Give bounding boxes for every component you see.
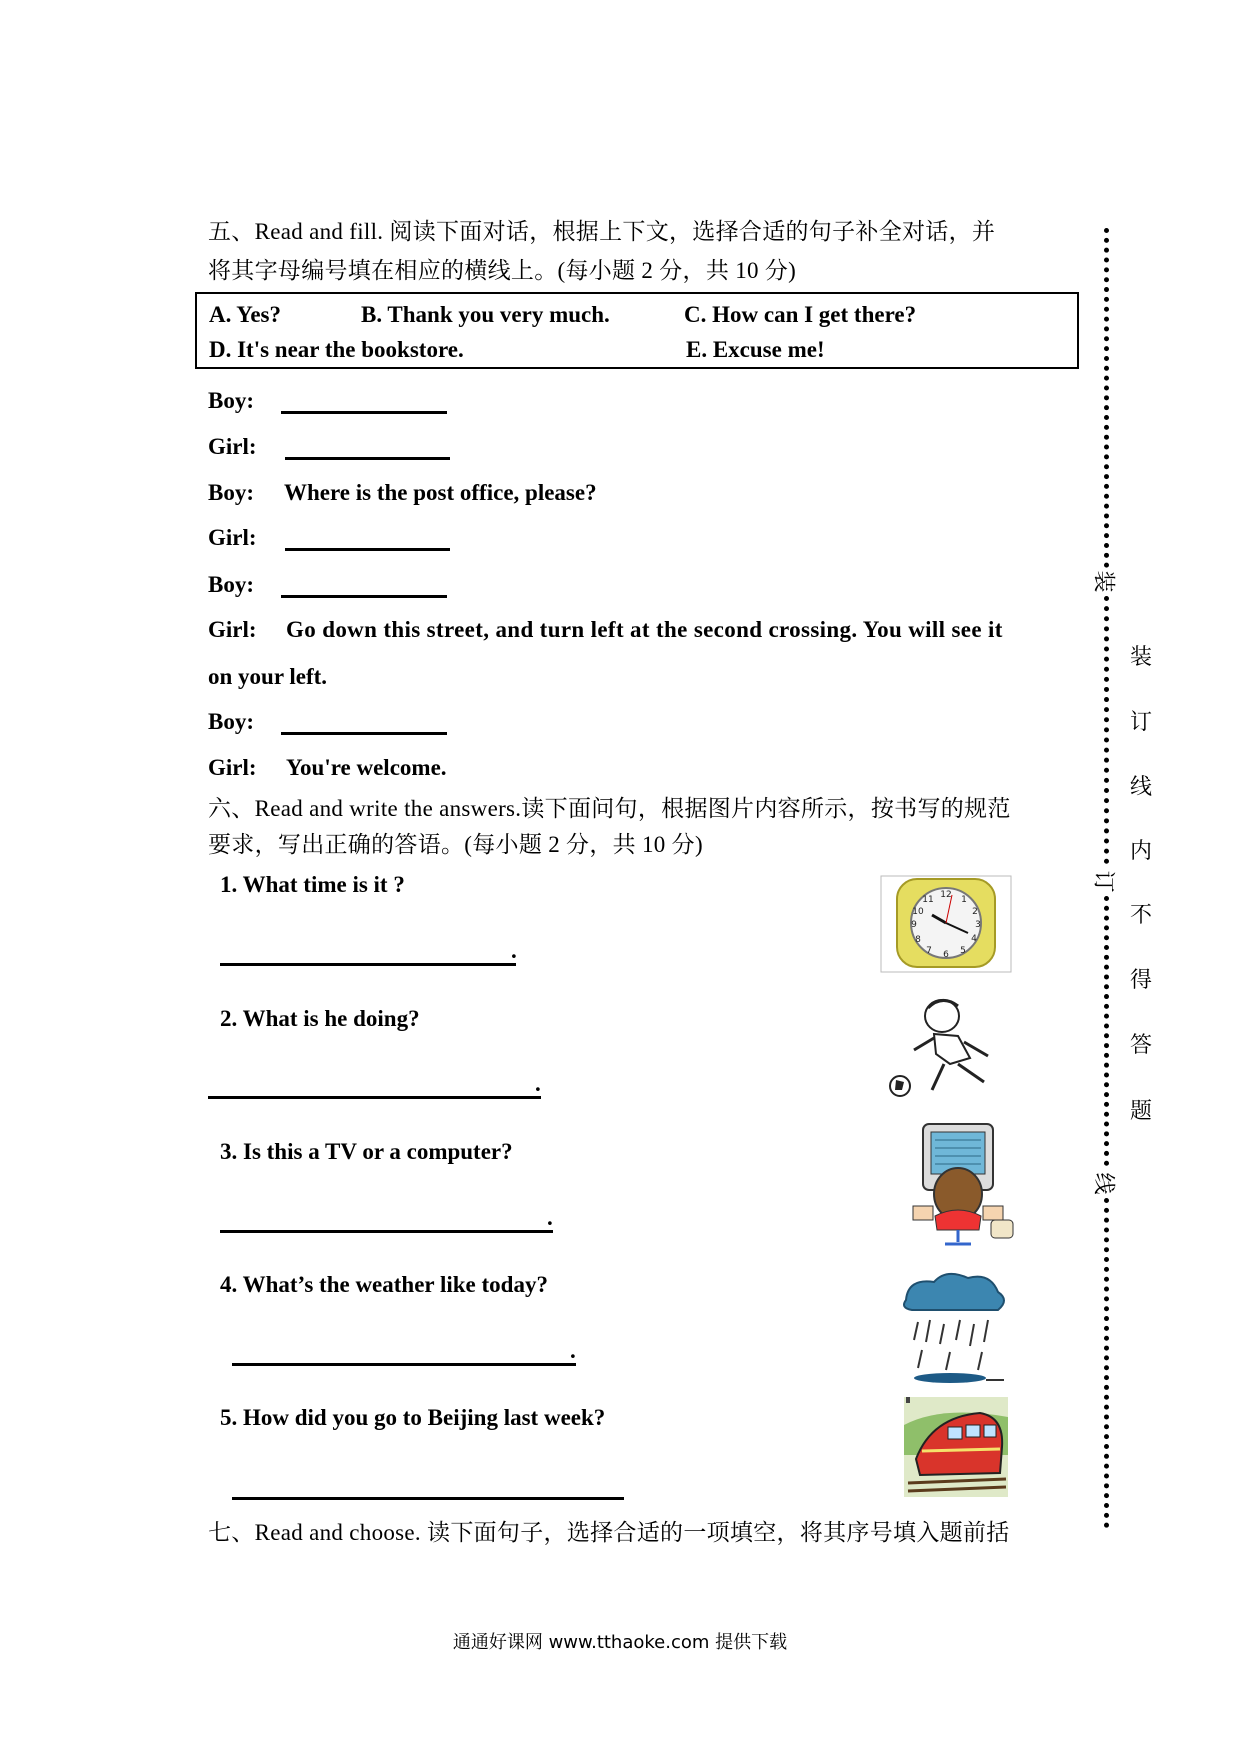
answer-blank[interactable] xyxy=(281,595,447,598)
speaker-label: Girl: xyxy=(208,755,257,780)
svg-text:12: 12 xyxy=(940,890,952,900)
question-4: 4. What’s the weather like today? xyxy=(220,1272,548,1297)
answer-blank[interactable] xyxy=(281,411,447,414)
margin-notice-char: 得 xyxy=(1130,968,1153,993)
svg-text:5: 5 xyxy=(960,946,966,956)
dialogue-line: Where is the post office, please? xyxy=(284,480,597,505)
question-5: 5. How did you go to Beijing last week? xyxy=(220,1405,606,1430)
svg-text:7: 7 xyxy=(926,946,932,956)
child-at-computer-picture xyxy=(895,1118,1021,1248)
option-a: A. Yes? xyxy=(209,302,281,327)
boy-playing-football-picture xyxy=(888,994,1004,1104)
period-mark: . xyxy=(547,1205,553,1230)
answer-blank[interactable] xyxy=(285,548,450,551)
answer-line-3[interactable] xyxy=(220,1230,553,1233)
period-mark: . xyxy=(570,1338,576,1363)
answer-blank[interactable] xyxy=(281,732,447,735)
svg-text:3: 3 xyxy=(975,920,981,930)
binding-char: 线 xyxy=(1090,1172,1116,1195)
margin-notice-char: 订 xyxy=(1130,710,1153,735)
svg-text:8: 8 xyxy=(915,935,921,945)
question-2: 2. What is he doing? xyxy=(220,1006,420,1031)
speaker-label: Boy: xyxy=(208,709,254,734)
train-picture xyxy=(902,1395,1010,1499)
section6-heading-line2: 要求，写出正确的答语。(每小题 2 分，共 10 分) xyxy=(208,832,703,857)
speaker-label: Boy: xyxy=(208,388,254,413)
answer-line-5[interactable] xyxy=(232,1497,624,1500)
option-c: C. How can I get there? xyxy=(684,302,917,327)
rainy-weather-picture xyxy=(898,1270,1010,1386)
svg-text:10: 10 xyxy=(912,907,924,917)
page-footer: 通通好课网 www.tthaoke.com 提供下载 xyxy=(452,1632,788,1653)
margin-notice-char: 线 xyxy=(1130,775,1153,800)
section6-heading-line1: 六、Read and write the answers.读下面问句，根据图片内容所示，按书写的规范 xyxy=(208,796,1011,821)
period-mark: . xyxy=(511,938,517,963)
options-box xyxy=(195,292,1079,369)
margin-notice-char: 装 xyxy=(1130,645,1153,670)
speaker-label: Girl: xyxy=(208,617,257,642)
margin-notice-char: 答 xyxy=(1130,1033,1153,1058)
svg-text:9: 9 xyxy=(911,920,917,930)
margin-notice-char: 内 xyxy=(1130,839,1153,864)
dialogue-line: You're welcome. xyxy=(286,755,447,780)
option-b: B. Thank you very much. xyxy=(361,302,610,327)
margin-notice-char: 题 xyxy=(1130,1099,1153,1124)
svg-text:1: 1 xyxy=(961,895,967,905)
binding-char: 装 xyxy=(1090,570,1116,593)
speaker-label: Girl: xyxy=(208,525,257,550)
section5-heading-line1: 五、Read and fill. 阅读下面对话，根据上下文，选择合适的句子补全对话，并 xyxy=(208,219,996,244)
svg-text:4: 4 xyxy=(971,934,977,944)
question-3: 3. Is this a TV or a computer? xyxy=(220,1139,513,1164)
svg-text:2: 2 xyxy=(972,907,978,917)
margin-notice-char: 不 xyxy=(1130,903,1153,928)
speaker-label: Boy: xyxy=(208,480,254,505)
question-1: 1. What time is it ? xyxy=(220,872,405,897)
option-e: E. Excuse me! xyxy=(686,337,825,362)
svg-text:11: 11 xyxy=(922,895,934,905)
binding-line-segment xyxy=(1104,596,1117,864)
answer-blank[interactable] xyxy=(285,457,450,460)
binding-line-segment xyxy=(1104,896,1117,1166)
svg-text:6: 6 xyxy=(943,950,949,960)
answer-line-4[interactable] xyxy=(232,1363,576,1366)
section7-heading-line1: 七、Read and choose. 读下面句子，选择合适的一项填空，将其序号填入题前括 xyxy=(208,1520,1010,1545)
speaker-label: Girl: xyxy=(208,434,257,459)
binding-char: 订 xyxy=(1090,870,1116,893)
clock-picture xyxy=(880,875,1012,973)
binding-line-segment xyxy=(1104,1198,1117,1528)
answer-line-2[interactable] xyxy=(208,1096,541,1099)
dialogue-line-continued: on your left. xyxy=(208,664,328,689)
answer-line-1[interactable] xyxy=(220,963,516,966)
section5-heading-line2: 将其字母编号填在相应的横线上。(每小题 2 分，共 10 分) xyxy=(208,258,797,283)
binding-line-segment xyxy=(1104,228,1117,568)
dialogue-line: Go down this street, and turn left at the second crossing. You will see it xyxy=(286,617,1003,642)
option-d: D. It's near the bookstore. xyxy=(209,337,464,362)
speaker-label: Boy: xyxy=(208,572,254,597)
period-mark: . xyxy=(535,1071,541,1096)
